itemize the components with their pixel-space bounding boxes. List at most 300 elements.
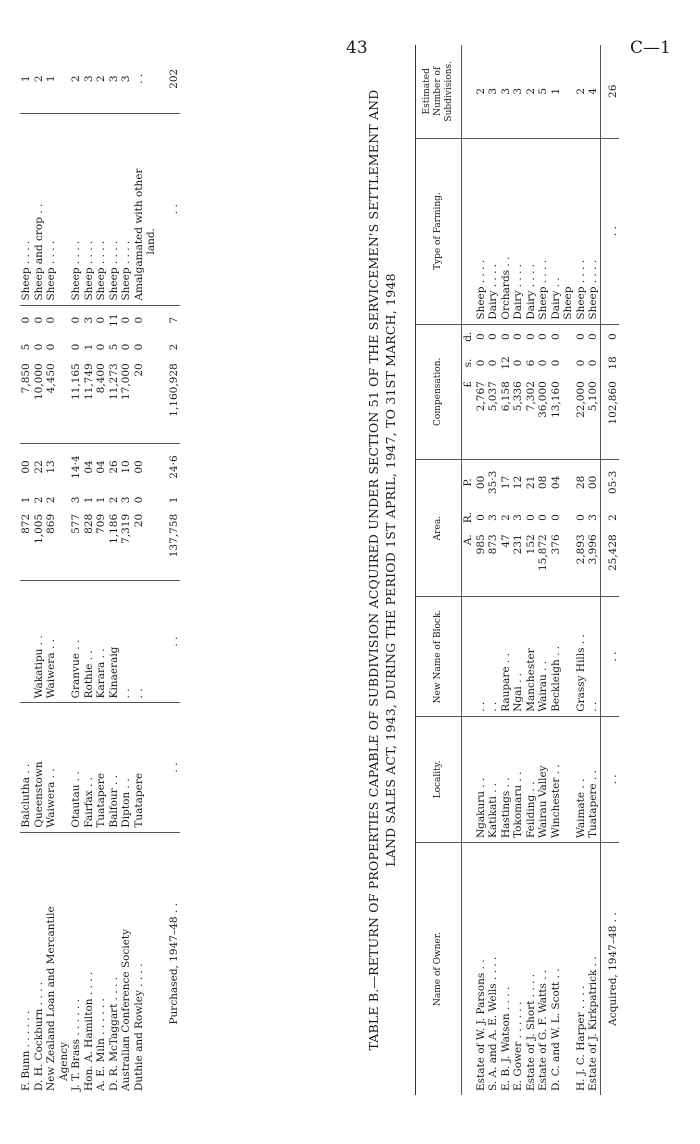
table-row: [512, 45, 525, 1095]
cell-area-p: 10: [120, 460, 132, 474]
cell-comp-s: 0: [95, 343, 107, 351]
total-comp-l: 1,160,928: [158, 359, 181, 443]
cell-owner: [145, 832, 158, 1095]
cell-comp-d: 0: [70, 316, 82, 324]
table-row: [120, 45, 133, 1095]
cell-comp-l: 5,037: [487, 377, 500, 459]
cell-block: . .: [133, 580, 146, 702]
cell-area-r: 3: [587, 514, 599, 521]
table-row: [33, 45, 46, 1095]
cell-area-r: [145, 490, 158, 510]
unit-perches: P.: [462, 478, 474, 487]
cell-area-r: 0: [537, 514, 549, 521]
cell-farming: Dairy . . . .: [487, 138, 500, 324]
cell-block: [20, 580, 33, 702]
cell-area-p: 00: [587, 475, 599, 490]
cell-block: Wakatipu . .: [33, 580, 46, 702]
cell-locality: Tuatapere: [133, 703, 146, 832]
cell-farming: Sheep . . . .: [475, 138, 488, 324]
col-header-block: New Name of Block.: [416, 597, 462, 717]
cell-farming: Sheep . . . .: [575, 138, 588, 324]
cell-farming: Orchards . .: [500, 138, 513, 324]
cell-comp-l: 36,000: [537, 377, 550, 459]
table-b-body: [462, 45, 620, 1095]
cell-area-r: 3: [120, 496, 132, 504]
cell-locality: Fairfax . .: [83, 703, 96, 832]
cell-area-p: 12: [512, 475, 524, 490]
table-b: [415, 45, 619, 1095]
table-row: [550, 45, 563, 1095]
cell-area-r: 3: [70, 496, 82, 504]
cell-block: Rothie . .: [83, 580, 96, 702]
cell-comp-l: 8,400: [95, 359, 108, 443]
cell-locality: Ngakuru . .: [475, 716, 488, 842]
cell-comp-s: 0: [537, 359, 549, 367]
cell-area-a: 152: [525, 530, 538, 596]
cell-comp-d: [145, 305, 158, 335]
cell-comp-d: 0: [512, 333, 524, 341]
cell-area-a: 872: [20, 510, 33, 581]
unit-shillings: s.: [462, 358, 474, 368]
cell-comp-l: 11,273: [108, 359, 121, 443]
cell-subdiv: 3: [487, 45, 500, 138]
cell-area-a: 1,186: [108, 510, 121, 581]
cell-subdiv: 2: [95, 45, 108, 113]
cell-locality: Feilding . .: [525, 716, 538, 842]
cell-owner: D. H. Cockburn . . . .: [32, 981, 45, 1091]
cell-comp-s: 0: [474, 359, 487, 367]
cell-subdiv: 2: [33, 45, 46, 113]
cell-owner: A. E. Miln . . . . . .: [95, 998, 107, 1091]
cell-subdiv: 3: [83, 45, 96, 113]
cell-subdiv: . .: [133, 45, 146, 113]
cell-block: Raupare . .: [500, 597, 513, 717]
cell-comp-l: 11,749: [83, 359, 96, 443]
cell-area-r: 2: [32, 496, 45, 504]
cell-area-p: [145, 444, 158, 490]
table-b-title: [365, 65, 399, 1075]
cell-farming: Amalgamated with other: [133, 113, 146, 305]
table-row: [500, 45, 513, 1095]
total-area-p: 24·6: [167, 455, 180, 479]
cell-comp-d: 0: [524, 333, 537, 341]
cell-area-p: 04: [82, 460, 95, 474]
cell-subdiv: 2: [575, 45, 588, 138]
cell-owner: F. Bunn . . . . . .: [20, 1010, 32, 1091]
cell-area-r: 0: [549, 514, 562, 521]
cell-area-p: 00: [132, 460, 145, 474]
total-label: Acquired, 1947–48 . .: [600, 843, 619, 1095]
cell-owner: E. B. J. Watson . . . .: [499, 986, 512, 1091]
table-row: [587, 45, 600, 1095]
total-area-p: 05·3: [600, 460, 619, 505]
cell-farming: Sheep . . . .: [20, 113, 33, 305]
table-row: [95, 45, 108, 1095]
total-comp-d: 7: [167, 316, 180, 324]
cell-owner: H. J. C. Harper . . . .: [574, 985, 587, 1091]
cell-block: Kinaeraig: [108, 580, 121, 702]
cell-farming: Sheep . . . .: [120, 113, 133, 305]
cell-locality: Wairau Valley: [537, 716, 550, 842]
cell-block: Karara . .: [95, 580, 108, 702]
cell-farming: [58, 113, 71, 305]
cell-subdiv: 1: [550, 45, 563, 138]
cell-block: . .: [487, 597, 500, 717]
cell-locality: Waimate . .: [575, 716, 588, 842]
cell-area-a: [145, 510, 158, 581]
cell-owner: Duthie and Rowley . . . .: [132, 963, 145, 1091]
cell-block: Manchester: [525, 597, 538, 717]
cell-comp-s: 0: [487, 359, 499, 367]
cell-comp-l: 22,000: [575, 377, 588, 459]
table-row: [575, 45, 588, 1095]
cell-owner: J. T. Brass . . . . . .: [70, 998, 82, 1091]
cell-comp-d: 0: [474, 333, 487, 341]
cell-area-a: 709: [95, 510, 108, 581]
cell-farming: land.: [145, 113, 158, 305]
cell-block: . .: [120, 580, 133, 702]
total-row: [600, 45, 619, 1095]
cell-area-r: [562, 505, 575, 531]
cell-comp-l: 7,302: [525, 377, 538, 459]
page-number: 43: [346, 38, 368, 58]
table-row: [70, 45, 83, 1095]
cell-area-p: [58, 444, 71, 490]
cell-area-a: 231: [512, 530, 525, 596]
unit-acres: A.: [462, 530, 475, 596]
rotated-page-content: [20, 45, 680, 1095]
table-a: [20, 45, 180, 1095]
col-header-compensation: Compensation.: [416, 324, 462, 459]
unit-pence: d.: [462, 331, 474, 342]
table-row: [537, 45, 550, 1095]
cell-comp-l: 5,100: [587, 377, 600, 459]
cell-owner: D. C. and W. L. Scott . .: [549, 968, 562, 1091]
cell-area-a: 869: [45, 510, 58, 581]
cell-area-r: 0: [474, 514, 487, 521]
cell-locality: Balfour . .: [108, 703, 121, 832]
total-block: . .: [600, 597, 619, 717]
cell-locality: Queenstown: [33, 703, 46, 832]
cell-comp-d: 0: [499, 333, 512, 341]
total-locality: . .: [600, 716, 619, 842]
cell-subdiv: 2: [475, 45, 488, 138]
cell-locality: Otautau . .: [70, 703, 83, 832]
cell-locality: Tuatapere . .: [587, 716, 600, 842]
cell-farming: Sheep and crop . .: [33, 113, 46, 305]
cell-subdiv: 4: [587, 45, 600, 138]
cell-comp-l: 4,450: [45, 359, 58, 443]
total-area-a: 25,428: [600, 530, 619, 596]
unit-pounds: £: [462, 377, 475, 459]
cell-farming: Dairy . . . .: [512, 138, 525, 324]
cell-comp-l: 5,336: [512, 377, 525, 459]
cell-locality: Tokomaru . .: [512, 716, 525, 842]
cell-subdiv: [58, 45, 71, 113]
table-row: [20, 45, 33, 1095]
cell-area-a: 20: [133, 510, 146, 581]
cell-locality: [145, 703, 158, 832]
cell-comp-l: 10,000: [33, 359, 46, 443]
total-comp-s: 18: [600, 349, 619, 377]
cell-subdiv: 2: [525, 45, 538, 138]
cell-block: Waiwera . .: [45, 580, 58, 702]
table-row: [108, 45, 121, 1095]
cell-area-p: [562, 460, 575, 505]
cell-comp-d: 0: [537, 333, 549, 341]
cell-area-p: 17: [499, 475, 512, 490]
cell-farming: Sheep . . . .: [587, 138, 600, 324]
cell-area-p: 04: [549, 475, 562, 490]
cell-locality: [562, 716, 575, 842]
cell-subdiv: 3: [512, 45, 525, 138]
cell-area-r: 2: [107, 496, 120, 504]
cell-comp-s: 1: [82, 343, 95, 351]
table-b-title-line1: TABLE B.—RETURN OF PROPERTIES CAPABLE OF SUBDIVISION ACQUIRED UNDER SECTION 51 OF THE SERVICEMEN'S SETTLEMENT AND: [366, 89, 381, 1051]
cell-area-p: 21: [524, 475, 537, 490]
cell-comp-s: 0: [132, 343, 145, 351]
col-header-locality: Locality.: [416, 716, 462, 842]
cell-farming: Sheep . . . .: [45, 113, 58, 305]
total-farming: . .: [158, 113, 181, 305]
cell-block: [145, 580, 158, 702]
cell-comp-d: 11: [107, 313, 120, 327]
cell-farming: Sheep . . . .: [95, 113, 108, 305]
cell-comp-d: 0: [574, 333, 587, 341]
cell-owner: Estate of W. J. Parsons . .: [474, 959, 487, 1091]
cell-farming: Dairy . .: [550, 138, 563, 324]
cell-locality: Dipton . .: [120, 703, 133, 832]
table-row: [487, 45, 500, 1095]
table-row: [58, 45, 71, 1095]
col-header-farming: Type of Farming.: [416, 138, 462, 324]
cell-comp-s: 0: [549, 359, 562, 367]
cell-area-a: 1,005: [33, 510, 46, 581]
cell-area-p: 26: [107, 460, 120, 474]
total-block: . .: [158, 580, 181, 702]
cell-area-r: 0: [574, 514, 587, 521]
total-subdiv: 26: [600, 45, 619, 138]
cell-subdiv: [562, 45, 575, 138]
cell-comp-l: 11,165: [70, 359, 83, 443]
cell-comp-l: 20: [133, 359, 146, 443]
cell-comp-d: 0: [132, 316, 145, 324]
cell-locality: Winchester . .: [550, 716, 563, 842]
cell-farming: Dairy . . . .: [525, 138, 538, 324]
cell-comp-d: 0: [120, 316, 132, 324]
cell-owner: Estate of J. Short . . . .: [524, 973, 537, 1091]
table-row: [475, 45, 488, 1095]
cell-owner: Agency: [57, 1041, 70, 1081]
cell-subdiv: 3: [108, 45, 121, 113]
cell-comp-s: 5: [20, 343, 32, 351]
cell-area-p: 28: [574, 475, 587, 490]
cell-area-r: 0: [524, 514, 537, 521]
cell-comp-d: 0: [487, 333, 499, 341]
cell-area-p: 14·4: [70, 455, 82, 479]
cell-comp-s: 0: [70, 343, 82, 351]
cell-block: . .: [587, 597, 600, 717]
total-area-r: 1: [167, 496, 180, 504]
total-area-r: 2: [600, 505, 619, 531]
cell-area-p: 35·3: [487, 470, 499, 495]
cell-comp-l: 6,158: [500, 377, 513, 459]
cell-area-p: 08: [537, 475, 549, 490]
cell-comp-l: 13,160: [550, 377, 563, 459]
cell-farming: Sheep . . . .: [83, 113, 96, 305]
cell-area-a: 2,893: [575, 530, 588, 596]
cell-owner: New Zealand Loan and Mercantile: [45, 906, 57, 1091]
cell-comp-s: 0: [32, 343, 45, 351]
unit-roods: R.: [462, 511, 474, 524]
total-area-a: 137,758: [158, 510, 181, 581]
cell-area-r: [58, 490, 71, 510]
cell-comp-l: 17,000: [120, 359, 133, 443]
cell-comp-l: [145, 359, 158, 443]
cell-comp-s: 0: [574, 359, 587, 367]
cell-locality: Katikati . .: [487, 716, 500, 842]
cell-area-a: [562, 530, 575, 596]
cell-block: [58, 580, 71, 702]
cell-comp-s: 5: [107, 343, 120, 351]
cell-comp-s: [562, 349, 575, 377]
cell-area-r: 1: [82, 496, 95, 504]
total-farming: . .: [600, 138, 619, 324]
cell-area-r: 3: [512, 514, 524, 521]
cell-comp-l: [562, 377, 575, 459]
cell-subdiv: 3: [500, 45, 513, 138]
col-header-subdivisions: Estimated Number of Subdivisions.: [416, 45, 462, 138]
table-row: [525, 45, 538, 1095]
cell-area-p: 22: [32, 460, 45, 474]
cell-area-p: 00: [474, 475, 487, 490]
cell-subdiv: 5: [537, 45, 550, 138]
cell-farming: Sheep . . . .: [537, 138, 550, 324]
cell-comp-l: 2,767: [475, 377, 488, 459]
cell-owner: E. Gower . . . . . .: [512, 1001, 524, 1091]
cell-comp-s: [145, 335, 158, 359]
table-b-title-line2: LAND SALES ACT, 1943, DURING THE PERIOD 1ST APRIL, 1947, TO 31ST MARCH, 1948: [383, 273, 398, 867]
cell-area-a: [58, 510, 71, 581]
col-header-area: Area.: [416, 460, 462, 597]
cell-block: Beckleigh . .: [550, 597, 563, 717]
cell-owner: [562, 843, 575, 1095]
cell-block: Grassy Hills . .: [575, 597, 588, 717]
cell-area-p: 00: [20, 460, 32, 474]
cell-block: Ngai . .: [512, 597, 525, 717]
cell-comp-s: 12: [499, 356, 512, 370]
cell-comp-d: [562, 324, 575, 349]
cell-area-a: 7,319: [120, 510, 133, 581]
table-row: [145, 45, 158, 1095]
table-row: [133, 45, 146, 1095]
cell-area-a: 376: [550, 530, 563, 596]
cell-comp-d: [58, 305, 71, 335]
cell-area-r: 2: [499, 514, 512, 521]
cell-subdiv: 2: [70, 45, 83, 113]
cell-locality: Waiwera . .: [45, 703, 58, 832]
cell-comp-d: 0: [587, 333, 599, 341]
total-comp-d: 0: [600, 324, 619, 349]
cell-owner: S. A. and A. E. Wells . . . .: [487, 956, 499, 1091]
units-row: [462, 45, 475, 1095]
cell-locality: Hastings . .: [500, 716, 513, 842]
cell-comp-d: 0: [95, 316, 107, 324]
cell-owner: Hon. A. Hamilton . . . .: [82, 971, 95, 1091]
cell-area-p: 13: [45, 460, 57, 474]
cell-farming: Sheep . . . .: [108, 113, 121, 305]
total-row: [158, 45, 181, 1095]
cell-farming: Sheep: [562, 138, 575, 324]
cell-area-p: 04: [95, 460, 107, 474]
cell-area-r: 1: [20, 496, 32, 504]
cell-comp-l: [58, 359, 71, 443]
cell-comp-s: 0: [587, 359, 599, 367]
cell-subdiv: 1: [45, 45, 58, 113]
table-row: [83, 45, 96, 1095]
cell-owner: D. R. McTaggart . . . .: [107, 976, 120, 1091]
table-b-header: [416, 45, 462, 1095]
cell-comp-d: 0: [549, 333, 562, 341]
cell-comp-l: 7,850: [20, 359, 33, 443]
page-code: C—1: [630, 38, 671, 58]
cell-comp-s: 6: [524, 359, 537, 367]
cell-comp-d: 0: [45, 316, 57, 324]
cell-area-a: 15,872: [537, 530, 550, 596]
cell-block: [562, 597, 575, 717]
cell-owner: Australian Conference Society: [120, 928, 132, 1091]
cell-area-a: 828: [83, 510, 96, 581]
cell-subdiv: 3: [120, 45, 133, 113]
cell-comp-d: 0: [20, 316, 32, 324]
cell-subdiv: 1: [20, 45, 33, 113]
col-header-owner: Name of Owner.: [416, 843, 462, 1095]
table-a-body: [20, 45, 180, 1095]
table-row: [45, 45, 58, 1095]
cell-comp-s: 0: [120, 343, 132, 351]
cell-area-a: 577: [70, 510, 83, 581]
cell-area-a: 47: [500, 530, 513, 596]
total-subdiv: 202: [158, 45, 181, 113]
cell-comp-s: 0: [512, 359, 524, 367]
cell-block: Wairau . .: [537, 597, 550, 717]
cell-comp-d: 3: [82, 316, 95, 324]
cell-area-r: 2: [45, 496, 57, 504]
cell-area-a: 3,996: [587, 530, 600, 596]
cell-subdiv: [145, 45, 158, 113]
cell-comp-d: 0: [32, 316, 45, 324]
total-comp-s: 2: [167, 343, 180, 351]
cell-area-r: 0: [132, 496, 145, 504]
table-row: [562, 45, 575, 1095]
cell-locality: Tuatapere: [95, 703, 108, 832]
total-comp-l: 102,860: [600, 377, 619, 459]
cell-owner: Estate of G. F. Watts . .: [537, 969, 549, 1091]
cell-farming: Sheep . . . .: [70, 113, 83, 305]
total-locality: . .: [158, 703, 181, 832]
cell-area-r: 3: [487, 514, 499, 521]
total-label: Purchased, 1947–48 . .: [167, 903, 180, 1025]
cell-block: . .: [475, 597, 488, 717]
cell-area-a: 985: [475, 530, 488, 596]
cell-locality: Balclutha . .: [20, 703, 33, 832]
cell-area-a: 873: [487, 530, 500, 596]
cell-comp-s: [58, 335, 71, 359]
cell-comp-s: 0: [45, 343, 57, 351]
cell-owner: Estate of J. Kirkpatrick . .: [587, 956, 599, 1091]
cell-locality: [58, 703, 71, 832]
cell-block: Granvue . .: [70, 580, 83, 702]
